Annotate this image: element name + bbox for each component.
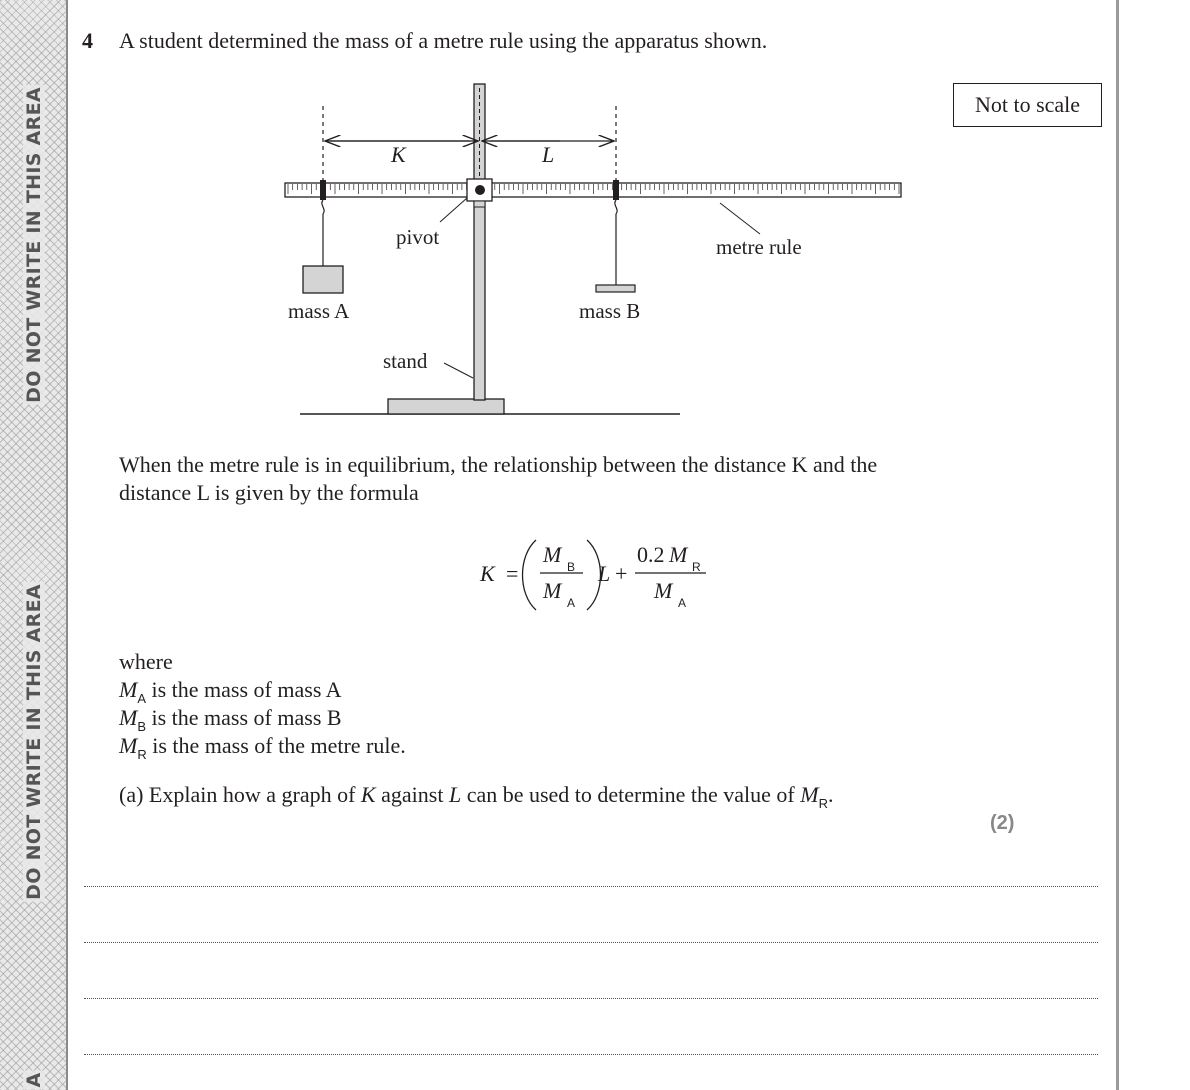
definition-ma: $M_A$ is the mass of mass A (119, 677, 342, 706)
formula-frac1-num-sub: B (567, 560, 576, 574)
formula-frac1-den: M (543, 578, 562, 603)
mass-b-label: mass B (579, 299, 641, 323)
margin-warning-fragment: A (23, 1072, 45, 1088)
hanger-b-clamp (613, 180, 619, 200)
metre-rule-label: metre rule (716, 235, 802, 259)
where-label: where (119, 649, 173, 674)
answer-line-4[interactable] (84, 1054, 1098, 1055)
mass-a-block (303, 266, 343, 293)
question-number: 4 (82, 28, 93, 53)
formula-equals: = (506, 561, 519, 586)
question-stem: A student determined the mass of a metre rule using the apparatus shown. (119, 28, 768, 53)
formula-mult-var: L (598, 561, 611, 586)
formula-frac2-num-sub: R (692, 560, 701, 574)
stand-leader-line (444, 363, 473, 378)
formula-frac2-den: M (654, 578, 673, 603)
equilibrium-formula (470, 536, 730, 616)
equilibrium-text-line2: distance L is given by the formula (119, 480, 419, 505)
formula-frac1-den-sub: A (567, 596, 576, 610)
equilibrium-text-line1: When the metre rule is in equilibrium, the relationship between the distance K and the (119, 452, 878, 477)
mass-a-label: mass A (288, 299, 350, 323)
formula-frac1-num: M (543, 542, 562, 567)
stand-label: stand (383, 349, 428, 373)
stand-base (388, 399, 504, 414)
pivot-clamp-lower (474, 201, 485, 207)
mass-b-plate (596, 285, 635, 292)
pivot-leader-line (440, 198, 467, 222)
definition-mr: $M_R$ is the mass of the metre rule. (119, 733, 406, 762)
definition-mb: $M_B$ is the mass of mass B (119, 705, 342, 734)
not-to-scale-label: Not to scale (974, 92, 1081, 117)
metre-rule-leader-line (720, 203, 760, 234)
answer-line-3[interactable] (84, 998, 1098, 999)
formula-frac2-coef: 0.2 (637, 542, 665, 567)
l-distance-label: L (542, 142, 555, 167)
apparatus-diagram (0, 0, 1190, 440)
formula-plus: + (615, 561, 628, 586)
k-distance-label: K (391, 142, 406, 167)
answer-line-1[interactable] (84, 886, 1098, 887)
formula-lhs: K (480, 561, 495, 586)
hanger-a-clamp (320, 180, 326, 200)
part-a-question: (a) Explain how a graph of K against L can be used to determine the value of $M_R$. (119, 782, 834, 811)
hanger-a-string (322, 200, 324, 266)
marks-indicator: (2) (990, 812, 1015, 834)
pivot-label: pivot (396, 225, 440, 249)
formula-left-paren (523, 540, 537, 610)
margin-warning-bottom: DO NOT WRITE IN THIS AREA (23, 584, 45, 900)
pivot-point (475, 185, 485, 195)
hanger-b-string (615, 200, 617, 286)
margin-warning-top: DO NOT WRITE IN THIS AREA (23, 87, 45, 403)
formula-frac2-num: M (669, 542, 688, 567)
answer-line-2[interactable] (84, 942, 1098, 943)
formula-frac2-den-sub: A (678, 596, 687, 610)
